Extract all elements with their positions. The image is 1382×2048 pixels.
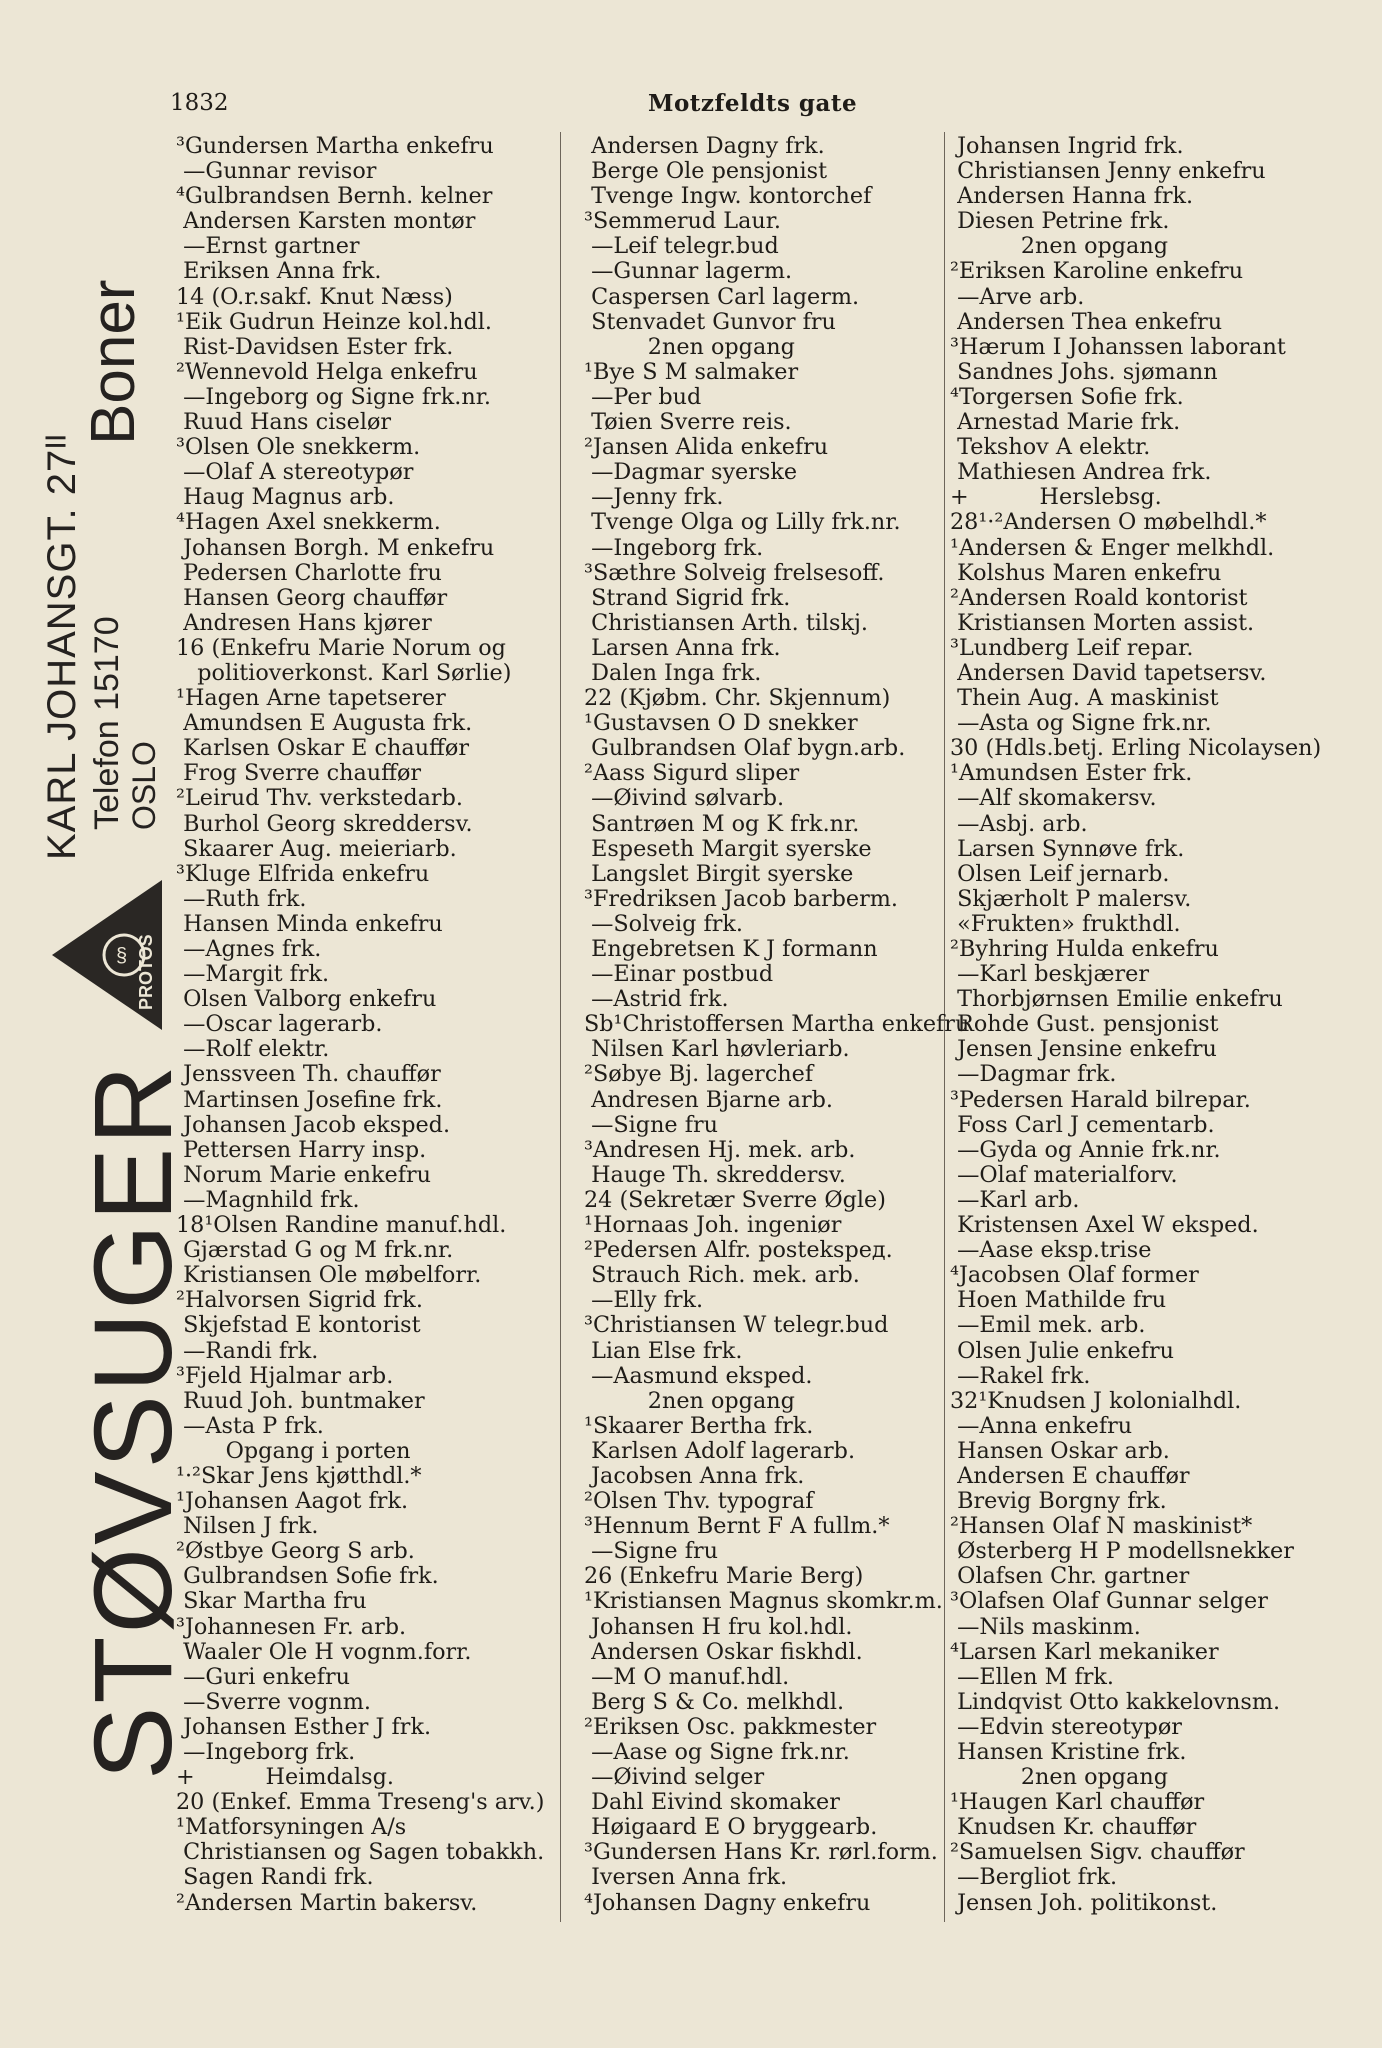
directory-entry: —Arve arb.: [950, 283, 1085, 310]
column-3: [950, 134, 1330, 1916]
directory-entry: —Bergliot frk.: [950, 1864, 1118, 1891]
directory-entry: —Alf skomakersv.: [950, 785, 1157, 812]
directory-entry: Brevig Borgny frk.: [950, 1488, 1167, 1515]
directory-entry: Knudsen Kr. chauffør: [950, 1814, 1197, 1841]
directory-entry: 18¹Olsen Randine manuf.hdl.: [176, 1212, 507, 1239]
directory-entry: —Aase eksp.trise: [950, 1237, 1152, 1264]
directory-entry: Haug Magnus arb.: [176, 484, 395, 511]
directory-entry: Olsen Valborg enkefru: [176, 986, 437, 1013]
directory-entry: Olafsen Chr. gartner: [950, 1563, 1190, 1590]
directory-entry: Lindqvist Otto kakkelovnsm.: [950, 1688, 1281, 1715]
directory-entry: ²Eriksen Karoline enkefru: [950, 258, 1244, 285]
directory-entry: 26 (Enkefru Marie Berg): [584, 1563, 864, 1590]
ad-brand: STØVSUGER: [72, 1062, 195, 1780]
directory-entry: —Astrid frk.: [584, 986, 729, 1013]
directory-entry: Christiansen Arth. tilskj.: [584, 609, 869, 636]
directory-entry: —Ellen M frk.: [950, 1663, 1114, 1690]
directory-entry: Andersen Karsten montør: [176, 208, 476, 235]
directory-entry: Berge Ole pensjonist: [584, 158, 828, 185]
directory-entry: ³Christiansen W telegr.bud: [584, 1312, 889, 1339]
directory-entry: ⁴Johansen Dagny enkefru: [584, 1889, 871, 1916]
directory-entry: Nilsen Karl høvleriarb.: [584, 1036, 850, 1063]
directory-entry: Skjefstad E kontorist: [176, 1312, 421, 1339]
directory-entry: Kristiansen Morten assist.: [950, 609, 1255, 636]
directory-entry: —Anna enkefru: [950, 1412, 1133, 1439]
directory-entry: —Rakel frk.: [950, 1362, 1091, 1389]
directory-entry: Christiansen og Sagen tobakkh.: [176, 1839, 545, 1866]
directory-entry: 24 (Sekretær Sverre Øgle): [584, 1186, 886, 1213]
directory-entry: Olsen Leif jernarb.: [950, 860, 1170, 887]
directory-entry: Skjærholt P malersv.: [950, 885, 1192, 912]
directory-entry: ⁴Larsen Karl mekaniker: [950, 1638, 1219, 1665]
directory-entry: Karlsen Oskar E chauffør: [176, 735, 469, 762]
directory-entry: 2nen opgang: [584, 1387, 795, 1414]
directory-entry: ⁴Hagen Axel snekkerm.: [176, 509, 441, 536]
directory-entry: ²Wennevold Helga enkefru: [176, 358, 478, 385]
directory-entry: Larsen Anna frk.: [584, 634, 781, 661]
directory-entry: ²Olsen Thv. typograf: [584, 1488, 814, 1515]
directory-entry: Pettersen Harry insp.: [176, 1136, 427, 1163]
directory-entry: Hoen Mathilde fru: [950, 1287, 1167, 1314]
directory-entry: —Gyda og Annie frk.nr.: [950, 1136, 1221, 1163]
directory-entry: Santrøen M og K frk.nr.: [584, 810, 860, 837]
directory-entry: ¹Matforsyningen A/s: [176, 1814, 407, 1841]
directory-entry: Hauge Th. skreddersv.: [584, 1161, 846, 1188]
directory-entry: ³Pedersen Harald bilrepar.: [950, 1086, 1251, 1113]
directory-entry: ³Gundersen Hans Kr. rørl.form.: [584, 1839, 938, 1866]
directory-entry: Rist-Davidsen Ester frk.: [176, 333, 454, 360]
directory-entry: Andersen Dagny frk.: [584, 133, 825, 159]
directory-entry: Caspersen Carl lagerm.: [584, 283, 860, 310]
directory-entry: Andersen E chauffør: [950, 1462, 1190, 1489]
directory-entry: ²Aass Sigurd sliper: [584, 760, 800, 787]
directory-entry: ¹Johansen Aagot frk.: [176, 1488, 409, 1515]
directory-entry: Ruud Joh. buntmaker: [176, 1387, 425, 1414]
directory-entry: —Ruth frk.: [176, 885, 307, 912]
directory-entry: Hansen Kristine frk.: [950, 1739, 1187, 1765]
directory-entry: ³Fjeld Hjalmar arb.: [176, 1362, 394, 1389]
page-number: 1832: [170, 90, 229, 116]
directory-entry: Diesen Petrine frk.: [950, 208, 1170, 235]
directory-entry: politioverkonst. Karl Sørlie): [176, 659, 512, 686]
directory-entry: Norum Marie enkefru: [176, 1161, 431, 1188]
column-1: [176, 134, 556, 1916]
directory-entry: Andersen Hanna frk.: [950, 183, 1194, 210]
directory-entry: —Ingeborg frk.: [176, 1739, 356, 1765]
directory-entry: —Solveig frk.: [584, 910, 744, 937]
directory-entry: —Rolf elektr.: [176, 1036, 330, 1063]
directory-entry: ²Pedersen Alfr. postekspeд.: [584, 1237, 893, 1264]
directory-entry: Skar Martha fru: [176, 1588, 367, 1615]
directory-entry: ²Eriksen Osc. pakkmester: [584, 1713, 877, 1740]
directory-entry: ¹Eik Gudrun Heinze kol.hdl.: [176, 308, 493, 335]
directory-entry: Andersen Thea enkefru: [950, 308, 1223, 335]
directory-entry: Andresen Bjarne arb.: [584, 1086, 833, 1113]
directory-entry: —Jenny frk.: [584, 484, 724, 511]
directory-entry: Berg S & Co. melkhdl.: [584, 1688, 845, 1715]
directory-entry: —Margit frk.: [176, 961, 330, 988]
directory-entry: ³Olafsen Olaf Gunnar selger: [950, 1588, 1268, 1615]
directory-entry: Waaler Ole H vognm.forr.: [176, 1638, 472, 1665]
column-2: [584, 133, 970, 1916]
directory-entry: Thein Aug. A maskinist: [950, 685, 1219, 712]
directory-entry: —Per bud: [584, 383, 702, 410]
directory-entry: ³Sæthre Solveig frelsesoff.: [584, 559, 885, 586]
directory-entry: + Heimdalsg.: [176, 1764, 394, 1791]
directory-entry: —Ingeborg og Signe frk.nr.: [176, 383, 492, 410]
directory-entry: —Asta og Signe frk.nr.: [950, 710, 1212, 737]
directory-entry: Johansen H fru kol.hdl.: [584, 1613, 853, 1640]
directory-entry: Larsen Synnøve frk.: [950, 835, 1185, 862]
svg-text:§: §: [116, 945, 128, 967]
directory-entry: Opgang i porten: [176, 1437, 411, 1464]
directory-entry: Sandnes Johs. sjømann: [950, 358, 1218, 385]
directory-entry: —Øivind sølvarb.: [584, 785, 785, 812]
directory-entry: Jenssveen Th. chauffør: [176, 1061, 441, 1088]
directory-entry: 16 (Enkefru Marie Norum og: [176, 634, 506, 661]
directory-entry: Olsen Julie enkefru: [950, 1337, 1174, 1364]
directory-entry: Høigaard E O bryggearb.: [584, 1814, 878, 1841]
directory-entry: Hansen Georg chauffør: [176, 584, 448, 611]
protos-logo-icon: [52, 880, 177, 1030]
directory-entry: Johansen Jacob eksped.: [176, 1111, 451, 1138]
directory-entry: ¹Hagen Arne tapetserer: [176, 685, 446, 712]
directory-entry: Stenvadet Gunvor fru: [584, 308, 836, 335]
directory-entry: ²Andersen Roald kontorist: [950, 584, 1248, 611]
directory-entry: Johansen Borgh. M enkefru: [176, 534, 495, 561]
directory-entry: ¹Haugen Karl chauffør: [950, 1789, 1205, 1816]
directory-entry: Martinsen Josefine frk.: [176, 1086, 443, 1113]
directory-entry: Tvenge Ingw. kontorchef: [584, 183, 872, 210]
directory-entry: —Asta P frk.: [176, 1412, 324, 1439]
directory-entry: Jensen Jensine enkefru: [950, 1036, 1217, 1063]
ad-line-city: OSLO: [126, 741, 162, 830]
directory-entry: —Gunnar revisor: [176, 158, 377, 185]
directory-entry: 30 (Hdls.betj. Erling Nicolaysen): [950, 735, 1322, 762]
directory-entry: Kristiansen Ole møbelforr.: [176, 1262, 482, 1289]
directory-entry: ¹·²Skar Jens kjøtthdl.*: [176, 1462, 422, 1489]
directory-entry: —Aasmund eksped.: [584, 1362, 813, 1389]
directory-entry: Frog Sverre chauffør: [176, 760, 422, 787]
directory-entry: ¹Bye S M salmaker: [584, 358, 799, 385]
directory-entry: —Dagmar syerske: [584, 459, 798, 486]
directory-entry: Andersen David tapetsersv.: [950, 659, 1267, 686]
directory-entry: 20 (Enkef. Emma Treseng's arv.): [176, 1789, 545, 1816]
directory-entry: —Karl beskjærer: [950, 961, 1150, 988]
directory-entry: ²Østbye Georg S arb.: [176, 1538, 415, 1565]
directory-entry: Jensen Joh. politikonst.: [950, 1889, 1218, 1916]
ad-line-phone: Telefon 15170: [88, 616, 126, 830]
directory-entry: Karlsen Adolf lagerarb.: [584, 1437, 856, 1464]
directory-entry: ³Olsen Ole snekkerm.: [176, 434, 421, 461]
directory-entry: —Asbj. arb.: [950, 810, 1088, 837]
directory-entry: Kolshus Maren enkefru: [950, 559, 1222, 586]
directory-entry: —Leif telegr.bud: [584, 233, 779, 260]
directory-entry: Strauch Rich. mek. arb.: [584, 1262, 860, 1289]
directory-entry: —Øivind selger: [584, 1764, 765, 1791]
directory-entry: ²Halvorsen Sigrid frk.: [176, 1287, 423, 1314]
directory-entry: —Olaf materialforv.: [950, 1161, 1178, 1188]
directory-entry: ³Kluge Elfrida enkefru: [176, 860, 430, 887]
directory-entry: ⁴Gulbrandsen Bernh. kelner: [176, 183, 493, 210]
directory-entry: ¹Hornaas Joh. ingeniør: [584, 1212, 842, 1239]
directory-entry: —Sverre vognm.: [176, 1688, 371, 1715]
directory-entry: ²Andersen Martin bakersv.: [176, 1889, 478, 1916]
directory-entry: Johansen Esther J frk.: [176, 1713, 432, 1740]
directory-entry: «Frukten» frukthdl.: [950, 910, 1181, 937]
directory-entry: ³Gundersen Martha enkefru: [176, 133, 494, 159]
directory-entry: —Signe fru: [584, 1538, 718, 1565]
directory-entry: —Agnes frk.: [176, 936, 322, 962]
directory-entry: Tvenge Olga og Lilly frk.nr.: [584, 509, 901, 536]
directory-entry: ³Hennum Bernt F A fullm.*: [584, 1513, 890, 1540]
directory-entry: Andresen Hans kjører: [176, 609, 432, 636]
directory-entry: 22 (Kjøbm. Chr. Skjennum): [584, 685, 891, 712]
directory-entry: ²Samuelsen Sigv. chauffør: [950, 1839, 1245, 1866]
directory-entry: Eriksen Anna frk.: [176, 258, 382, 285]
directory-entry: ⁴Torgersen Sofie frk.: [950, 383, 1184, 410]
directory-entry: ³Hærum I Johanssen laborant: [950, 333, 1286, 360]
directory-entry: Andersen Oskar fiskhdl.: [584, 1638, 863, 1665]
directory-entry: —Elly frk.: [584, 1287, 704, 1314]
directory-entry: 14 (O.r.sakf. Knut Næss): [176, 283, 453, 310]
directory-entry: —Karl arb.: [950, 1186, 1080, 1213]
directory-entry: ²Søbye Bj. lagerchef: [584, 1061, 814, 1088]
directory-entry: ²Byhring Hulda enkefru: [950, 936, 1219, 962]
directory-entry: Thorbjørnsen Emilie enkefru: [950, 986, 1283, 1013]
directory-entry: Rohde Gust. pensjonist: [950, 1011, 1219, 1038]
directory-entry: —Randi frk.: [176, 1337, 319, 1364]
directory-entry: —Dagmar frk.: [950, 1061, 1117, 1088]
directory-entry: ²Jansen Alida enkefru: [584, 434, 829, 461]
directory-entry: Langslet Birgit syerske: [584, 860, 854, 887]
directory-entry: 32¹Knudsen J kolonialhdl.: [950, 1387, 1242, 1414]
directory-entry: ³Fredriksen Jacob barberm.: [584, 885, 899, 912]
directory-entry: —Magnhild frk.: [176, 1186, 360, 1213]
directory-entry: Hansen Minda enkefru: [176, 910, 443, 937]
directory-entry: ¹Andersen & Enger melkhdl.: [950, 534, 1275, 561]
directory-entry: Gjærstad G og M frk.nr.: [176, 1237, 454, 1264]
directory-entry: ¹Gustavsen O D snekker: [584, 710, 858, 737]
directory-entry: Christiansen Jenny enkefru: [950, 158, 1266, 185]
directory-entry: —Einar postbud: [584, 961, 774, 988]
directory-entry: Tøien Sverre reis.: [584, 409, 792, 436]
directory-entry: ²Hansen Olaf N maskinist*: [950, 1513, 1253, 1540]
street-title: Motzfeldts gate: [648, 90, 858, 117]
directory-entry: ⁴Jacobsen Olaf former: [950, 1262, 1199, 1289]
directory-entry: Jacobsen Anna frk.: [584, 1462, 805, 1489]
directory-entry: Hansen Oskar arb.: [950, 1437, 1170, 1464]
directory-entry: Amundsen E Augusta frk.: [176, 710, 473, 737]
directory-entry: ³Semmerud Laur.: [584, 208, 782, 235]
protos-label: PROTOS: [136, 934, 156, 1010]
directory-entry: 2nen opgang: [950, 233, 1168, 260]
directory-entry: Dalen Inga frk.: [584, 659, 762, 686]
directory-entry: Østerberg H P modellsnekker: [950, 1538, 1294, 1565]
directory-entry: Pedersen Charlotte fru: [176, 559, 442, 586]
directory-entry: Gulbrandsen Sofie frk.: [176, 1563, 439, 1590]
directory-entry: Nilsen J frk.: [176, 1513, 319, 1540]
directory-entry: 2nen opgang: [950, 1764, 1168, 1791]
directory-entry: Strand Sigrid frk.: [584, 584, 791, 611]
directory-entry: ³Johannesen Fr. arb.: [176, 1613, 407, 1640]
directory-entry: —Olaf A stereotypør: [176, 459, 414, 486]
directory-entry: ²Leirud Thv. verkstedarb.: [176, 785, 463, 812]
directory-entry: —Ingeborg frk.: [584, 534, 764, 561]
directory-entry: 2nen opgang: [584, 333, 795, 360]
directory-entry: 28¹·²Andersen O møbelhdl.*: [950, 509, 1267, 536]
directory-entry: —Signe fru: [584, 1111, 718, 1138]
ad-line-boner: Boner: [79, 279, 148, 445]
ad-line-address: KARL JOHANSGT. 27ᴵᴵ: [40, 433, 84, 860]
directory-entry: —Nils maskinm.: [950, 1613, 1141, 1640]
directory-entry: ¹Kristiansen Magnus skomkr.m.: [584, 1588, 943, 1615]
directory-entry: —Ernst gartner: [176, 233, 360, 260]
directory-entry: Gulbrandsen Olaf bygn.arb.: [584, 735, 906, 762]
directory-entry: Lian Else frk.: [584, 1337, 743, 1364]
directory-entry: ¹Amundsen Ester frk.: [950, 760, 1193, 787]
directory-entry: Arnestad Marie frk.: [950, 409, 1181, 436]
directory-entry: Skaarer Aug. meieriarb.: [176, 835, 457, 862]
directory-entry: Mathiesen Andrea frk.: [950, 459, 1212, 486]
directory-entry: Burhol Georg skreddersv.: [176, 810, 473, 837]
directory-entry: ³Lundberg Leif repar.: [950, 634, 1194, 661]
directory-entry: Johansen Ingrid frk.: [950, 133, 1184, 159]
column-rule: [560, 132, 561, 1922]
directory-entry: —Guri enkefru: [176, 1663, 350, 1690]
directory-entry: + Herslebsg.: [950, 484, 1162, 511]
directory-entry: —M O manuf.hdl.: [584, 1663, 790, 1690]
directory-entry: Ruud Hans ciselør: [176, 409, 392, 436]
directory-entry: Iversen Anna frk.: [584, 1864, 788, 1891]
directory-entry: Sb¹Christoffersen Martha enkefru: [584, 1011, 970, 1038]
directory-entry: ³Andresen Hj. mek. arb.: [584, 1136, 856, 1163]
directory-entry: Foss Carl J cementarb.: [950, 1111, 1215, 1138]
directory-entry: —Emil mek. arb.: [950, 1312, 1146, 1339]
directory-entry: ¹Skaarer Bertha frk.: [584, 1412, 814, 1439]
directory-entry: —Oscar lagerarb.: [176, 1011, 383, 1038]
directory-entry: Kristensen Axel W eksped.: [950, 1212, 1259, 1239]
directory-entry: Espeseth Margit syerske: [584, 835, 872, 862]
directory-entry: Engebretsen K J formann: [584, 936, 878, 962]
directory-entry: Sagen Randi frk.: [176, 1864, 374, 1891]
directory-entry: —Edvin stereotypør: [950, 1713, 1182, 1740]
directory-entry: Tekshov A elektr.: [950, 434, 1151, 461]
directory-entry: Dahl Eivind skomaker: [584, 1789, 840, 1816]
directory-entry: —Aase og Signe frk.nr.: [584, 1739, 850, 1765]
directory-entry: —Gunnar lagerm.: [584, 258, 793, 285]
